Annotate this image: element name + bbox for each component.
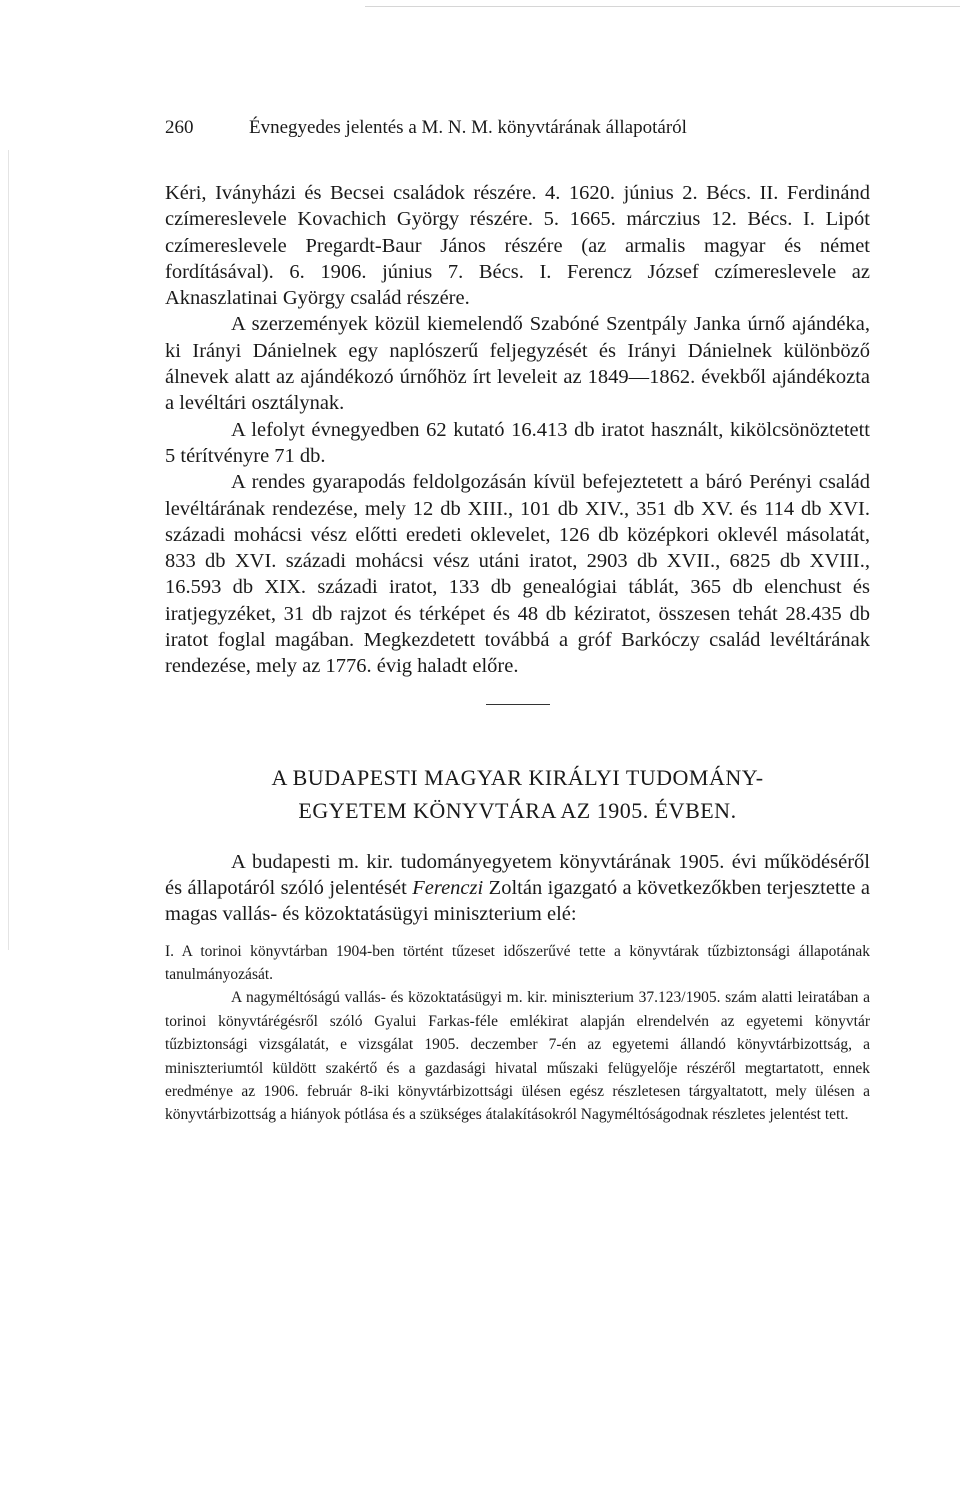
intro-text-end: Zoltán igazgató a következőkben terjesztette a magas vallás- és közoktatásügyi miniszterium elé:: [165, 876, 870, 926]
page-body: [165, 180, 870, 1127]
section-title: [165, 761, 870, 827]
paragraph-processing: A rendes gyarapodás feldolgozásán kívül befejeztetett a báró Perényi család levéltárának rendezése, mely 12 db XIII., 101 db XIV., 351 db XV. és 114 db XVI. századi mohácsi vész előtti eredeti oklevelet, 126 db középkori oklevél másolatát, 833 db XVI. századi mohácsi vész utáni iratot, 2903 db XVII., 6825 db XVIII., 16.593 db XIX. századi iratot, 133 db genealógiai táblát, 365 db elenchust és iratjegyzéket, 31 db rajzot és térképet és 48 db kéziratot, összesen tehát 28.435 db iratot foglal magában. Megkezdetett továbbá a gróf Barkóczy család levéltárának rendezése, mely az 1776. évig haladt előre.: [165, 471, 870, 678]
report-section: [165, 940, 870, 1127]
paragraph-acquisitions: A szerzemények közül kiemelendő Szabóné Szentpály Janka úrnő ajándéka, ki Irányi Dánielnek egy naplószerű feljegyzését és Irányi Dánielnek különböző álnevek alatt az ajándékozó úrnőhöz írt leveleit az 1849—1862. évekből ajándékozta a levéltári osztálynak.: [165, 313, 870, 415]
section-divider: [486, 704, 550, 705]
scan-margin-line: [8, 150, 9, 950]
small-paragraph-fire: I. A torinoi könyvtárban 1904-ben történt tűzeset időszerűvé tette a könyvtárak tűzbiztonsági állapotának tanulmányozását.: [165, 942, 870, 983]
scan-edge-line: [365, 6, 960, 7]
page-number: 260: [165, 117, 194, 138]
intro-text-start: A budapesti m. kir. tudományegyetem könyvtárának 1905. évi működéséről és állapotáról szóló jelentését: [165, 850, 870, 899]
page-header: [165, 117, 870, 143]
paragraph-charters: Kéri, Iványházi és Becsei családok részére. 4. 1620. június 2. Bécs. II. Ferdinánd czímereslevele Kovachich György részére. 5. 1665. márczius 12. Bécs. I. Lipót czímereslevele Pregardt-Baur János részére (az armalis magyar és német fordításával). 6. 1906. június 7. Bécs. I. Ferencz József czímereslevele az Aknaszlatinai György család részére.: [165, 182, 870, 310]
small-paragraph-ministry: A nagyméltóságú vallás- és közoktatásügyi m. kir. miniszterium 37.123/1905. szám alatti leiratában a torinoi könyvtárégésről szóló Gyalui Farkas-féle emlékirat alapján elrendelvén az egyetemi könyvtár tűzbiztonsági vizsgálatát, e vizsgálat 1905. deczember 7-én az egyetemi állandó könyvtárbizottság, a miniszteriumtól küldött szakértő és a gazdasági hivatal műszaki felügyelője részéről megtartatott, ennek eredménye az 1906. február 8-iki könyvtárbizottsági ülésen egész részletesen tárgyaltatott, mely ülésen a könyvtárbizottság a hiányok pótlása és a szükséges átalakításokról Nagyméltóságodnak részletes jelentést tett.: [165, 989, 870, 1124]
paragraph-researchers: A lefolyt évnegyedben 62 kutató 16.413 db iratot használt, kikölcsönöztetett 5 térítvényre 71 db.: [165, 418, 870, 467]
director-name: Ferenczi: [412, 876, 484, 899]
paragraph-intro: [165, 849, 870, 928]
section-title-line-1: A BUDAPESTI MAGYAR KIRÁLYI TUDOMÁNY-: [271, 764, 764, 790]
section-title-line-2: EGYETEM KÖNYVTÁRA AZ 1905. ÉVBEN.: [298, 797, 737, 823]
running-title: Évnegyedes jelentés a M. N. M. könyvtárának állapotáról: [249, 117, 687, 138]
